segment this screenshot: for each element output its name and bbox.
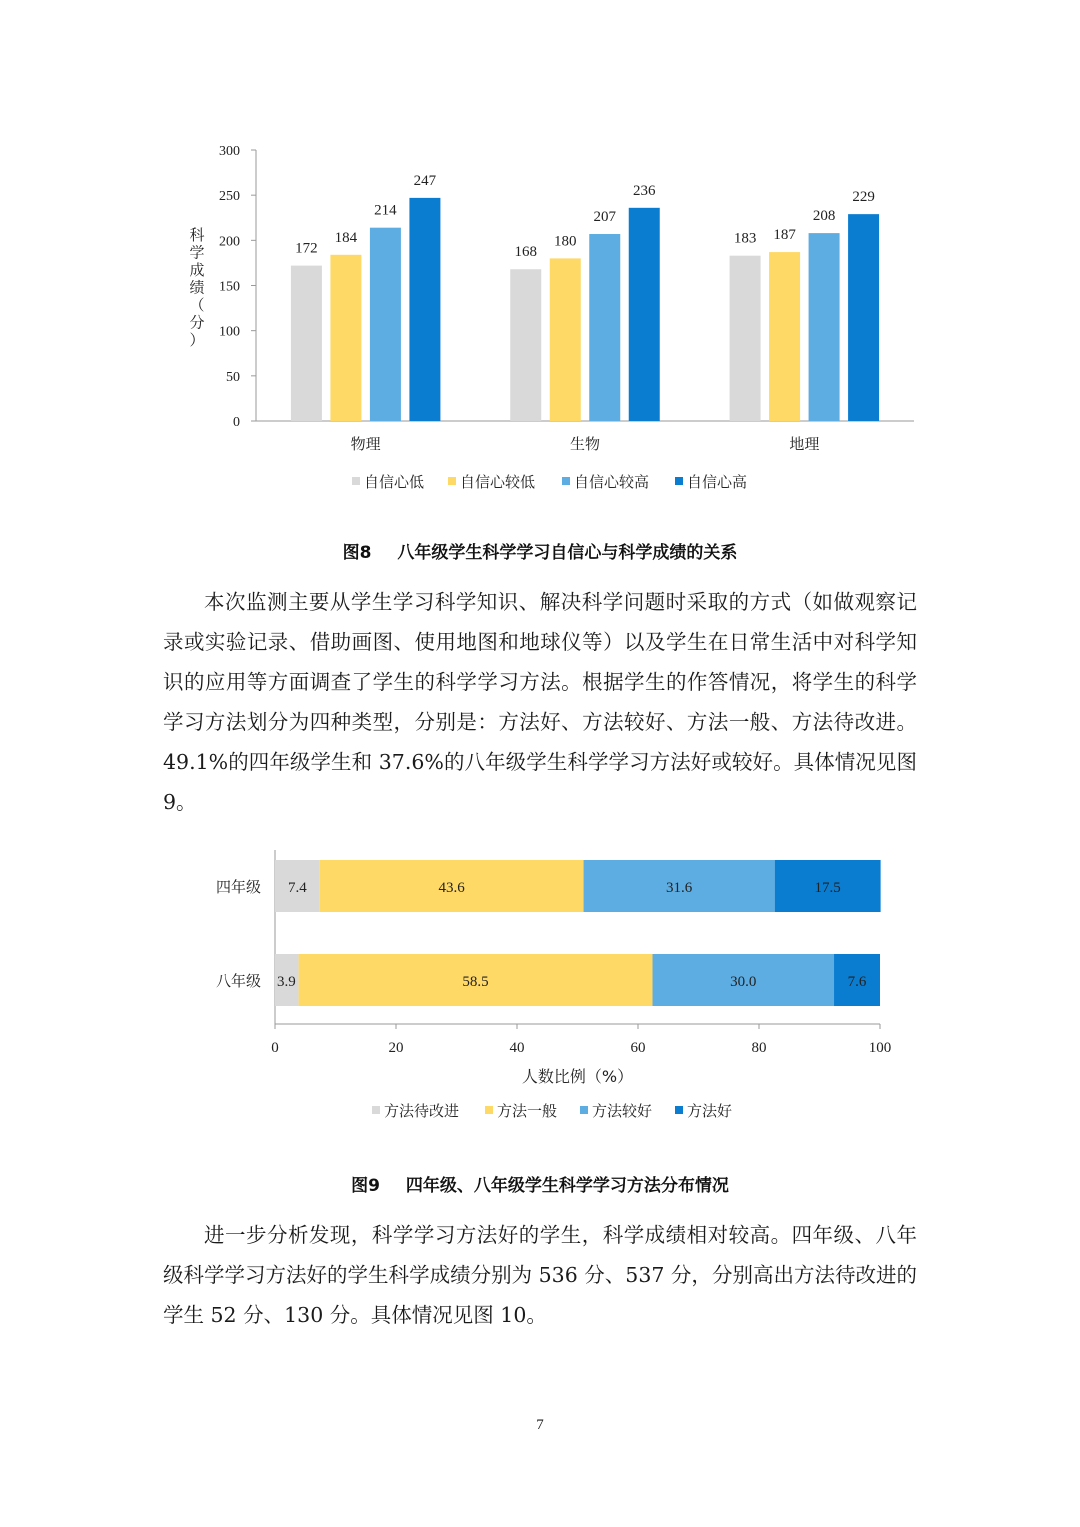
- bar-value-label: 187: [773, 227, 796, 244]
- bar-value-label: 207: [593, 209, 616, 226]
- legend-label: 方法好: [687, 1102, 733, 1120]
- y-tick-label: 150: [219, 279, 240, 295]
- paragraph-2: 进一步分析发现，科学学习方法好的学生，科学成绩相对较高。四年级、八年级科学学习方法好的学生科学成绩分别为 536 分、537 分，分别高出方法待改进的学生 52 分、130 分。具体情况见图 10。: [163, 1223, 917, 1327]
- x-tick-label: 100: [868, 1040, 892, 1056]
- bar-value-label: 247: [413, 172, 437, 189]
- segment-value-label: 17.5: [814, 880, 841, 896]
- x-axis-title: 人数比例（%）: [521, 1067, 634, 1086]
- bar-value-label: 172: [295, 240, 318, 257]
- legend-swatch: [675, 1106, 683, 1114]
- bar-value-label: 183: [733, 230, 757, 247]
- y-tick-label: 300: [219, 144, 240, 159]
- page-number: 7: [536, 1417, 544, 1433]
- legend-label: 自信心低: [364, 473, 425, 491]
- legend-label: 自信心高: [687, 473, 748, 491]
- figure-9-caption: [0, 1171, 1080, 1196]
- segment-value-label: 7.6: [847, 974, 867, 990]
- y-category-label: 八年级: [215, 972, 261, 990]
- legend-label: 自信心较高: [574, 473, 650, 491]
- paragraph-1: 本次监测主要从学生学习科学知识、解决科学问题时采取的方式（如做观察记录或实验记录、借助画图、使用地图和地球仪等）以及学生在日常生活中对科学知识的应用等方面调查了学生的科学学习方法。根据学生的作答情况，将学生的科学学习方法划分为四种类型，分别是：方法好、方法较好、方法一般、方法待改进。49.1%的四年级学生和 37.6%的八年级学生科学学习方法好或较好。具体情况见图 9。: [163, 590, 917, 814]
- y-axis-title: 科学成绩（分）: [189, 226, 205, 349]
- y-tick-label: 100: [219, 324, 240, 340]
- x-tick-label: 40: [509, 1040, 525, 1056]
- x-tick-label: 60: [630, 1040, 646, 1056]
- legend-swatch: [372, 1106, 380, 1114]
- segment-value-label: 58.5: [462, 974, 489, 990]
- legend-label: 方法较好: [592, 1102, 653, 1120]
- bar-value-label: 208: [812, 208, 836, 225]
- segment-value-label: 43.6: [438, 880, 465, 896]
- legend-label: 方法待改进: [384, 1102, 460, 1120]
- x-category-label: 生物: [569, 435, 601, 453]
- y-tick-label: 200: [219, 234, 240, 250]
- figure-9-number: 图9: [351, 1176, 380, 1196]
- bar-value-label: 214: [374, 202, 397, 219]
- legend-label: 方法一般: [497, 1102, 558, 1120]
- legend-swatch: [485, 1106, 493, 1114]
- x-tick-label: 80: [751, 1040, 767, 1056]
- legend-label: 自信心较低: [460, 473, 536, 491]
- segment-value-label: 3.9: [277, 974, 296, 990]
- legend-swatch: [580, 1106, 588, 1114]
- bar-value-label: 229: [852, 189, 875, 206]
- y-category-label: 四年级: [215, 878, 261, 896]
- segment-value-label: 30.0: [730, 974, 757, 990]
- y-tick-label: 250: [219, 189, 240, 205]
- bar-value-label: 184: [334, 229, 358, 246]
- x-tick-label: 0: [271, 1040, 279, 1056]
- bar-value-label: 180: [554, 233, 577, 250]
- x-category-label: 物理: [350, 435, 381, 453]
- figure-8-number: 图8: [342, 543, 372, 563]
- x-tick-label: 20: [388, 1040, 404, 1056]
- y-tick-label: 0: [233, 415, 240, 430]
- segment-value-label: 7.4: [288, 880, 307, 896]
- y-tick-label: 50: [226, 369, 240, 385]
- figure-8-title: 八年级学生科学学习自信心与科学成绩的关系: [397, 543, 738, 563]
- figure-9-title: 四年级、八年级学生科学学习方法分布情况: [405, 1176, 729, 1196]
- segment-value-label: 31.6: [666, 880, 693, 896]
- x-category-label: 地理: [789, 435, 820, 453]
- bar-value-label: 236: [633, 182, 656, 199]
- bar-value-label: 168: [514, 244, 537, 261]
